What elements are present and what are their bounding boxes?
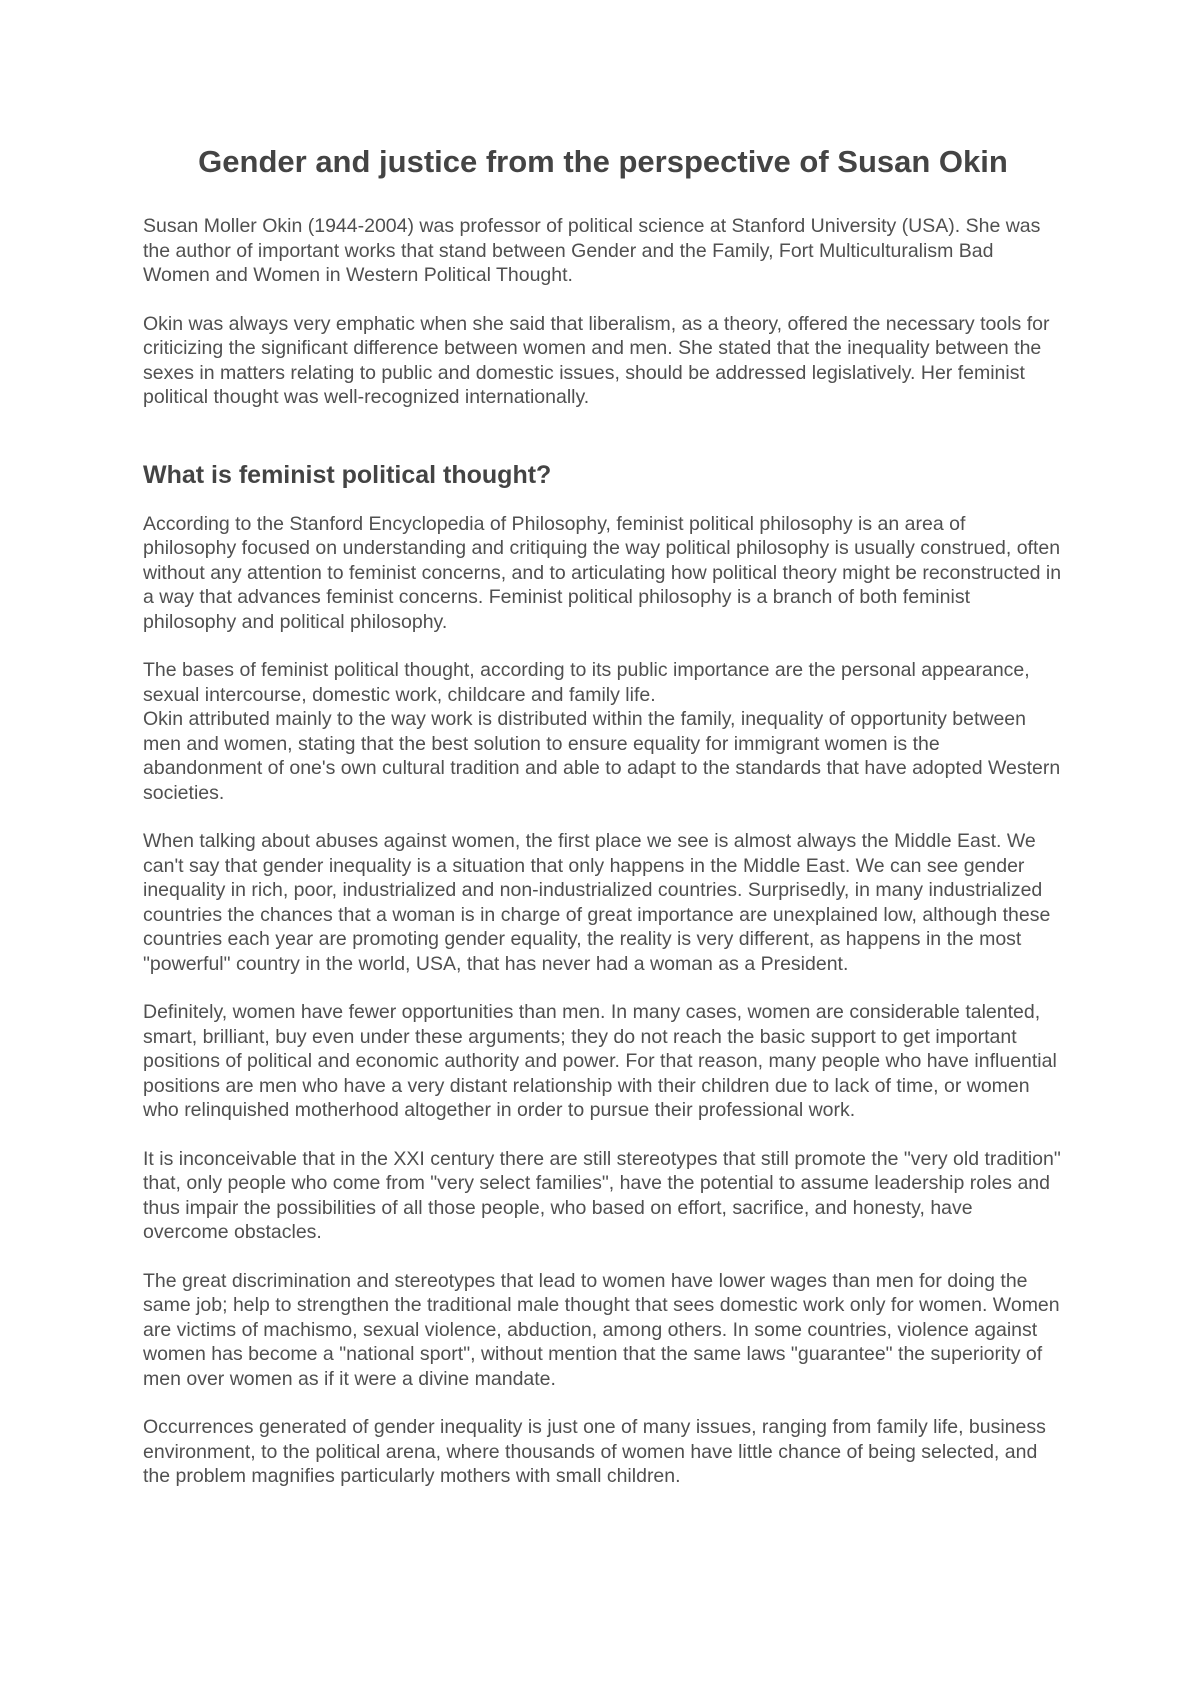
section-heading: What is feminist political thought? (143, 460, 552, 489)
intro-paragraph-1: Susan Moller Okin (1944-2004) was professor of political science at Stanford University (USA). She was the author of important works that stand between Gender and the Family, Fort Multiculturalism Bad Women and Women in Western Political Thought. (143, 215, 1041, 286)
body-paragraph-1: According to the Stanford Encyclopedia of Philosophy, feminist political philosophy is an area of philosophy focused on understanding and critiquing the way political philosophy is usually construed, often without any attention to feminist concerns, and to articulating how political theory might be reconstructed in a way that advances feminist concerns. Feminist political philosophy is a branch of both feminist philosophy and political philosophy. (143, 512, 1062, 633)
document-title: Gender and justice from the perspective of Susan Okin (198, 144, 1008, 179)
body-paragraph-3: Okin attributed mainly to the way work is distributed within the family, inequality of opportunity between men and women, stating that the best solution to ensure equality for immigrant women is the abandonment of one's own cultural tradition and able to adapt to the standards that have adopted Western societies. (143, 708, 1061, 804)
body-paragraph-7: The great discrimination and stereotypes that lead to women have lower wages than men for doing the same job; help to strengthen the traditional male thought that sees domestic work only for women. Women are victims of machismo, sexual violence, abduction, among others. In some countries, violence against women has become a "national sport", without mention that the same laws "guarantee" the superiority of men over women as if it were a divine mandate. (143, 1269, 1060, 1390)
body-paragraph-6: It is inconceivable that in the XXI century there are still stereotypes that still promote the "very old tradition" that, only people who come from "very select families", have the potential to assume leadership roles and thus impair the possibilities of all those people, who based on effort, sacrifice, and honesty, have overcome obstacles. (143, 1147, 1061, 1243)
body-paragraph-8: Occurrences generated of gender inequality is just one of many issues, ranging from family life, business environment, to the political arena, where thousands of women have little chance of being selected, and the problem magnifies particularly mothers with small children. (143, 1416, 1046, 1487)
body-paragraph-2: The bases of feminist political thought, according to its public importance are the personal appearance, sexual intercourse, domestic work, childcare and family life. (143, 659, 1030, 706)
body-paragraph-5: Definitely, women have fewer opportunities than men. In many cases, women are considerable talented, smart, brilliant, buy even under these arguments; they do not reach the basic support to get important positions of political and economic authority and power. For that reason, many people who have influential positions are men who have a very distant relationship with their children due to lack of time, or women who relinquished motherhood altogether in order to pursue their professional work. (143, 1001, 1057, 1121)
body-paragraph-4: When talking about abuses against women, the first place we see is almost always the Middle East. We can't say that gender inequality is a situation that only happens in the Middle East. We can see gender inequality in rich, poor, industrialized and non-industrialized countries. Surprisedly, in many industrialized countries the chances that a woman is in charge of great importance are unexplained low, although these countries each year are promoting gender equality, the reality is very different, as happens in the most "powerful" country in the world, USA, that has never had a woman as a President. (143, 830, 1051, 975)
document-page (143, 140, 1063, 1489)
intro-paragraph-2: Okin was always very emphatic when she said that liberalism, as a theory, offered the necessary tools for criticizing the significant difference between women and men. She stated that the inequality between the sexes in matters relating to public and domestic issues, should be addressed legislatively. Her feminist political thought was well-recognized internationally. (143, 312, 1050, 408)
